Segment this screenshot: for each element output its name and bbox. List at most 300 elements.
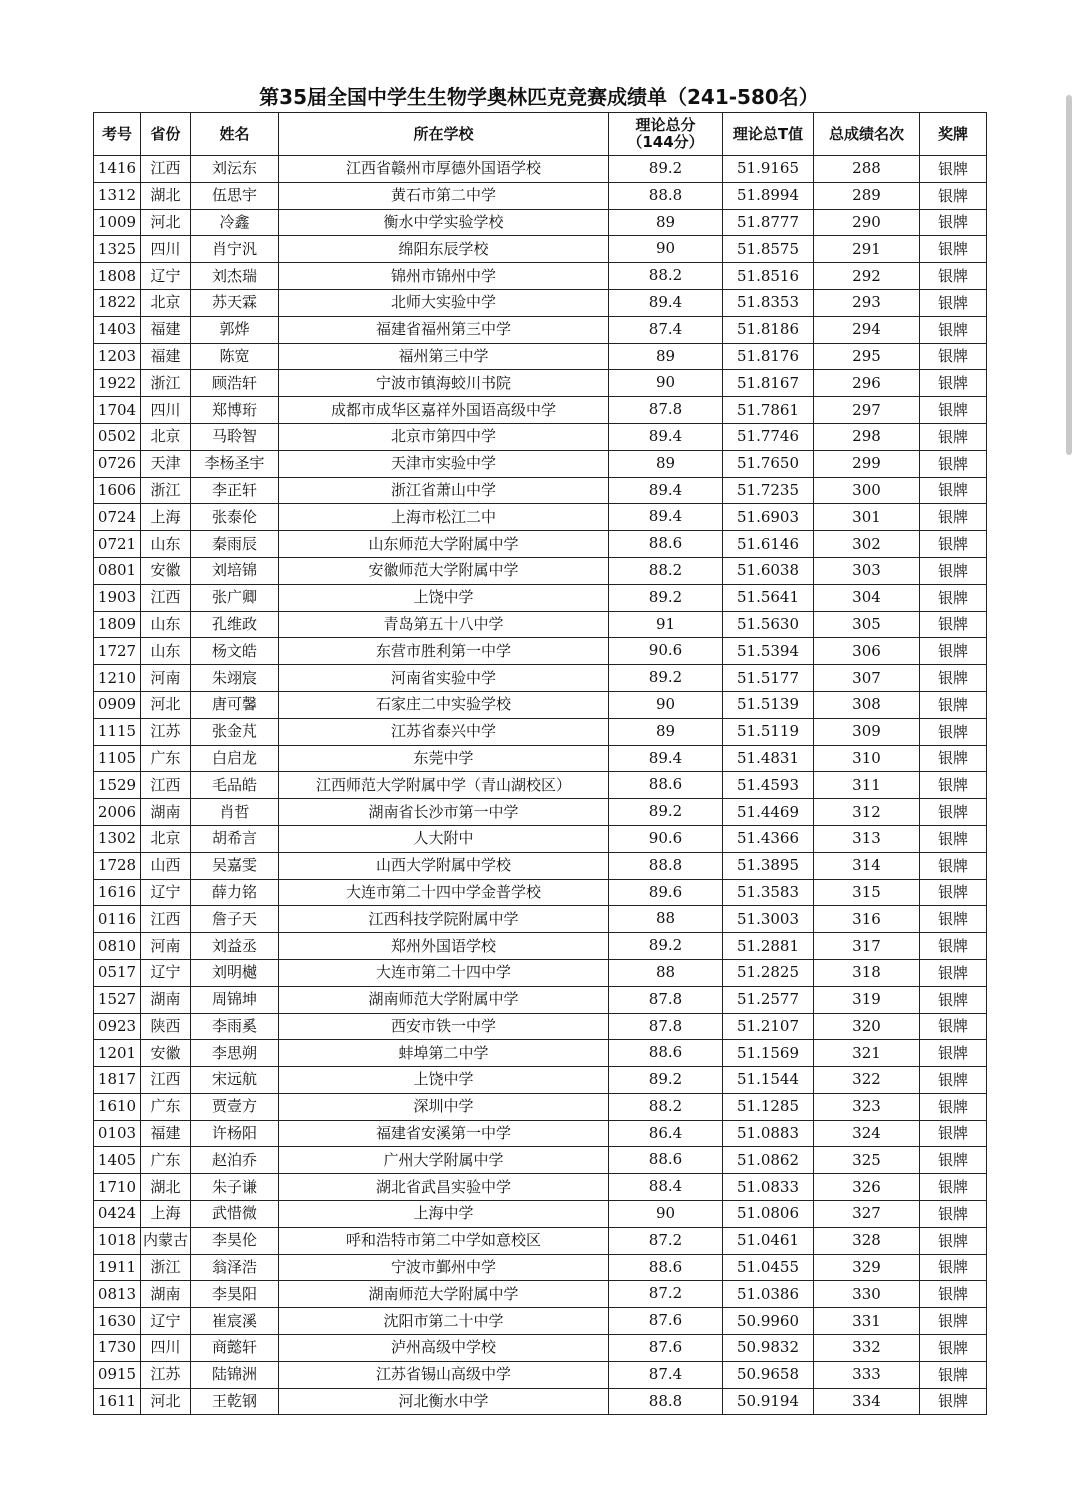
cell-medal: 银牌	[920, 718, 987, 745]
cell-tvalue: 51.7235	[723, 477, 814, 504]
cell-school: 安徽师范大学附属中学	[279, 557, 609, 584]
cell-school: 北京市第四中学	[279, 423, 609, 450]
cell-score: 87.6	[609, 1308, 723, 1335]
cell-school: 广州大学附属中学	[279, 1147, 609, 1174]
cell-school: 河北衡水中学	[279, 1388, 609, 1415]
cell-name: 朱子谦	[191, 1174, 279, 1201]
cell-school: 江西科技学院附属中学	[279, 906, 609, 933]
cell-rank: 291	[814, 236, 920, 263]
cell-id: 0909	[94, 691, 141, 718]
cell-tvalue: 51.5394	[723, 638, 814, 665]
cell-name: 肖宁汎	[191, 236, 279, 263]
cell-id: 0915	[94, 1361, 141, 1388]
cell-school: 上饶中学	[279, 584, 609, 611]
cell-tvalue: 50.9658	[723, 1361, 814, 1388]
cell-rank: 317	[814, 933, 920, 960]
cell-medal: 银牌	[920, 423, 987, 450]
table-row	[94, 1067, 987, 1094]
cell-province: 北京	[141, 289, 191, 316]
cell-medal: 银牌	[920, 691, 987, 718]
cell-score: 88	[609, 906, 723, 933]
cell-province: 北京	[141, 423, 191, 450]
cell-name: 李昊伦	[191, 1227, 279, 1254]
cell-tvalue: 51.5641	[723, 584, 814, 611]
cell-id: 1018	[94, 1227, 141, 1254]
cell-tvalue: 51.0461	[723, 1227, 814, 1254]
table-row	[94, 1335, 987, 1362]
cell-province: 山东	[141, 611, 191, 638]
cell-rank: 309	[814, 718, 920, 745]
table-row	[94, 1388, 987, 1415]
cell-rank: 320	[814, 1013, 920, 1040]
cell-medal: 银牌	[920, 1040, 987, 1067]
cell-tvalue: 51.0455	[723, 1254, 814, 1281]
header-tvalue: 理论总T值	[723, 113, 814, 156]
cell-score: 87.8	[609, 1013, 723, 1040]
cell-province: 河北	[141, 691, 191, 718]
cell-medal: 银牌	[920, 638, 987, 665]
table-row	[94, 745, 987, 772]
cell-name: 刘沄东	[191, 156, 279, 183]
cell-rank: 289	[814, 182, 920, 209]
cell-province: 广东	[141, 1147, 191, 1174]
cell-tvalue: 51.0883	[723, 1120, 814, 1147]
cell-province: 内蒙古	[141, 1227, 191, 1254]
table-row	[94, 397, 987, 424]
cell-score: 89	[609, 450, 723, 477]
cell-score: 87.2	[609, 1227, 723, 1254]
table-row	[94, 1361, 987, 1388]
cell-tvalue: 50.9832	[723, 1335, 814, 1362]
cell-name: 毛品皓	[191, 772, 279, 799]
table-row	[94, 289, 987, 316]
cell-rank: 316	[814, 906, 920, 933]
cell-medal: 银牌	[920, 1147, 987, 1174]
cell-name: 李杨圣宇	[191, 450, 279, 477]
cell-tvalue: 51.8575	[723, 236, 814, 263]
header-name: 姓名	[191, 113, 279, 156]
cell-name: 崔宸溪	[191, 1308, 279, 1335]
cell-tvalue: 51.7861	[723, 397, 814, 424]
cell-province: 陕西	[141, 1013, 191, 1040]
cell-id: 1405	[94, 1147, 141, 1174]
cell-tvalue: 51.6038	[723, 557, 814, 584]
cell-school: 石家庄二中实验学校	[279, 691, 609, 718]
cell-medal: 银牌	[920, 450, 987, 477]
cell-id: 1210	[94, 665, 141, 692]
cell-province: 浙江	[141, 370, 191, 397]
cell-medal: 银牌	[920, 343, 987, 370]
cell-id: 1610	[94, 1093, 141, 1120]
cell-score: 88.2	[609, 557, 723, 584]
cell-medal: 银牌	[920, 289, 987, 316]
cell-tvalue: 51.4366	[723, 825, 814, 852]
cell-name: 李思朔	[191, 1040, 279, 1067]
cell-id: 0923	[94, 1013, 141, 1040]
cell-tvalue: 51.3003	[723, 906, 814, 933]
cell-school: 青岛第五十八中学	[279, 611, 609, 638]
cell-score: 89.4	[609, 477, 723, 504]
cell-school: 呼和浩特市第二中学如意校区	[279, 1227, 609, 1254]
cell-id: 0721	[94, 531, 141, 558]
cell-school: 泸州高级中学校	[279, 1335, 609, 1362]
cell-medal: 银牌	[920, 156, 987, 183]
cell-school: 成都市成华区嘉祥外国语高级中学	[279, 397, 609, 424]
cell-rank: 308	[814, 691, 920, 718]
cell-medal: 银牌	[920, 906, 987, 933]
cell-name: 朱翊宸	[191, 665, 279, 692]
cell-medal: 银牌	[920, 1201, 987, 1228]
table-row	[94, 879, 987, 906]
cell-school: 浙江省萧山中学	[279, 477, 609, 504]
cell-score: 89	[609, 209, 723, 236]
cell-tvalue: 51.2577	[723, 986, 814, 1013]
cell-rank: 331	[814, 1308, 920, 1335]
cell-id: 0801	[94, 557, 141, 584]
cell-tvalue: 51.4469	[723, 799, 814, 826]
table-row	[94, 825, 987, 852]
cell-score: 90	[609, 370, 723, 397]
cell-id: 0813	[94, 1281, 141, 1308]
cell-medal: 银牌	[920, 236, 987, 263]
cell-province: 湖南	[141, 986, 191, 1013]
cell-name: 王乾钢	[191, 1388, 279, 1415]
cell-school: 福建省福州第三中学	[279, 316, 609, 343]
table-row	[94, 906, 987, 933]
cell-name: 白启龙	[191, 745, 279, 772]
cell-medal: 银牌	[920, 959, 987, 986]
cell-province: 江苏	[141, 1361, 191, 1388]
cell-rank: 327	[814, 1201, 920, 1228]
cell-medal: 银牌	[920, 1335, 987, 1362]
cell-score: 89	[609, 343, 723, 370]
table-body	[94, 156, 987, 1415]
cell-school: 江苏省锡山高级中学	[279, 1361, 609, 1388]
cell-tvalue: 51.0833	[723, 1174, 814, 1201]
cell-rank: 302	[814, 531, 920, 558]
cell-rank: 334	[814, 1388, 920, 1415]
cell-medal: 银牌	[920, 209, 987, 236]
cell-medal: 银牌	[920, 531, 987, 558]
cell-id: 1201	[94, 1040, 141, 1067]
cell-province: 山东	[141, 531, 191, 558]
cell-medal: 银牌	[920, 1281, 987, 1308]
cell-id: 1611	[94, 1388, 141, 1415]
cell-score: 89.4	[609, 745, 723, 772]
cell-tvalue: 51.8186	[723, 316, 814, 343]
cell-rank: 322	[814, 1067, 920, 1094]
cell-school: 江西师范大学附属中学（青山湖校区）	[279, 772, 609, 799]
cell-tvalue: 51.8777	[723, 209, 814, 236]
cell-school: 深圳中学	[279, 1093, 609, 1120]
table-row	[94, 557, 987, 584]
cell-name: 唐可馨	[191, 691, 279, 718]
cell-id: 1630	[94, 1308, 141, 1335]
cell-score: 87.8	[609, 397, 723, 424]
cell-province: 江西	[141, 156, 191, 183]
cell-score: 86.4	[609, 1120, 723, 1147]
cell-medal: 银牌	[920, 772, 987, 799]
cell-medal: 银牌	[920, 933, 987, 960]
cell-name: 陆锦洲	[191, 1361, 279, 1388]
cell-province: 上海	[141, 504, 191, 531]
cell-medal: 银牌	[920, 1227, 987, 1254]
table-row	[94, 236, 987, 263]
table-row	[94, 1308, 987, 1335]
cell-score: 90.6	[609, 638, 723, 665]
cell-school: 北师大实验中学	[279, 289, 609, 316]
table-row	[94, 504, 987, 531]
table-row	[94, 1174, 987, 1201]
cell-rank: 324	[814, 1120, 920, 1147]
cell-rank: 332	[814, 1335, 920, 1362]
cell-province: 河南	[141, 665, 191, 692]
cell-rank: 294	[814, 316, 920, 343]
cell-name: 刘益丞	[191, 933, 279, 960]
cell-province: 江西	[141, 584, 191, 611]
cell-rank: 293	[814, 289, 920, 316]
cell-score: 89.2	[609, 933, 723, 960]
cell-rank: 314	[814, 852, 920, 879]
table-row	[94, 1254, 987, 1281]
cell-rank: 301	[814, 504, 920, 531]
cell-score: 88.4	[609, 1174, 723, 1201]
cell-name: 郭烨	[191, 316, 279, 343]
table-row	[94, 1281, 987, 1308]
cell-school: 天津市实验中学	[279, 450, 609, 477]
cell-school: 西安市铁一中学	[279, 1013, 609, 1040]
cell-medal: 银牌	[920, 879, 987, 906]
cell-score: 89.4	[609, 504, 723, 531]
cell-id: 0517	[94, 959, 141, 986]
cell-province: 浙江	[141, 1254, 191, 1281]
header-rank: 总成绩名次	[814, 113, 920, 156]
cell-medal: 银牌	[920, 1067, 987, 1094]
cell-id: 1529	[94, 772, 141, 799]
cell-province: 福建	[141, 316, 191, 343]
cell-rank: 325	[814, 1147, 920, 1174]
cell-school: 东莞中学	[279, 745, 609, 772]
cell-name: 商懿轩	[191, 1335, 279, 1362]
table-row	[94, 638, 987, 665]
cell-medal: 银牌	[920, 1013, 987, 1040]
cell-province: 北京	[141, 825, 191, 852]
cell-id: 1115	[94, 718, 141, 745]
cell-rank: 328	[814, 1227, 920, 1254]
table-row	[94, 718, 987, 745]
table-row	[94, 1227, 987, 1254]
cell-id: 1312	[94, 182, 141, 209]
cell-name: 顾浩轩	[191, 370, 279, 397]
cell-province: 广东	[141, 745, 191, 772]
cell-score: 88.2	[609, 263, 723, 290]
cell-tvalue: 51.8994	[723, 182, 814, 209]
cell-province: 辽宁	[141, 879, 191, 906]
cell-id: 0502	[94, 423, 141, 450]
cell-rank: 306	[814, 638, 920, 665]
cell-score: 89.2	[609, 1067, 723, 1094]
table-row	[94, 799, 987, 826]
cell-tvalue: 51.0806	[723, 1201, 814, 1228]
cell-id: 1822	[94, 289, 141, 316]
cell-province: 上海	[141, 1201, 191, 1228]
cell-score: 90	[609, 691, 723, 718]
cell-tvalue: 51.3583	[723, 879, 814, 906]
cell-province: 安徽	[141, 1040, 191, 1067]
cell-medal: 银牌	[920, 825, 987, 852]
cell-province: 湖北	[141, 182, 191, 209]
cell-score: 88.6	[609, 1254, 723, 1281]
cell-province: 江西	[141, 1067, 191, 1094]
cell-school: 湖南师范大学附属中学	[279, 986, 609, 1013]
cell-id: 0116	[94, 906, 141, 933]
cell-school: 蚌埠第二中学	[279, 1040, 609, 1067]
cell-score: 89.2	[609, 665, 723, 692]
cell-tvalue: 51.4831	[723, 745, 814, 772]
table-row	[94, 423, 987, 450]
cell-province: 四川	[141, 236, 191, 263]
cell-rank: 298	[814, 423, 920, 450]
cell-school: 江西省赣州市厚德外国语学校	[279, 156, 609, 183]
cell-tvalue: 51.1285	[723, 1093, 814, 1120]
cell-score: 91	[609, 611, 723, 638]
cell-medal: 银牌	[920, 182, 987, 209]
cell-tvalue: 51.6146	[723, 531, 814, 558]
cell-tvalue: 51.4593	[723, 772, 814, 799]
cell-medal: 银牌	[920, 665, 987, 692]
cell-rank: 292	[814, 263, 920, 290]
cell-school: 江苏省泰兴中学	[279, 718, 609, 745]
table-row	[94, 1040, 987, 1067]
cell-medal: 银牌	[920, 852, 987, 879]
cell-school: 郑州外国语学校	[279, 933, 609, 960]
cell-score: 87.8	[609, 986, 723, 1013]
cell-tvalue: 51.5630	[723, 611, 814, 638]
cell-id: 1416	[94, 156, 141, 183]
cell-score: 89.2	[609, 156, 723, 183]
cell-school: 河南省实验中学	[279, 665, 609, 692]
cell-rank: 323	[814, 1093, 920, 1120]
cell-medal: 银牌	[920, 504, 987, 531]
cell-tvalue: 51.1569	[723, 1040, 814, 1067]
table-row	[94, 316, 987, 343]
cell-province: 辽宁	[141, 1308, 191, 1335]
cell-tvalue: 51.2825	[723, 959, 814, 986]
cell-score: 87.4	[609, 1361, 723, 1388]
cell-id: 1922	[94, 370, 141, 397]
cell-name: 詹子天	[191, 906, 279, 933]
cell-name: 刘明樾	[191, 959, 279, 986]
cell-medal: 银牌	[920, 986, 987, 1013]
scrollbar-thumb[interactable]	[1066, 95, 1072, 455]
cell-id: 1730	[94, 1335, 141, 1362]
cell-rank: 329	[814, 1254, 920, 1281]
cell-score: 88.6	[609, 531, 723, 558]
cell-id: 1911	[94, 1254, 141, 1281]
cell-school: 大连市第二十四中学金普学校	[279, 879, 609, 906]
cell-score: 87.2	[609, 1281, 723, 1308]
cell-score: 90	[609, 236, 723, 263]
cell-score: 89.4	[609, 289, 723, 316]
cell-name: 翁泽浩	[191, 1254, 279, 1281]
cell-name: 张广卿	[191, 584, 279, 611]
cell-school: 福州第三中学	[279, 343, 609, 370]
cell-name: 李雨奚	[191, 1013, 279, 1040]
cell-school: 绵阳东辰学校	[279, 236, 609, 263]
cell-province: 浙江	[141, 477, 191, 504]
table-row	[94, 477, 987, 504]
cell-id: 1808	[94, 263, 141, 290]
cell-medal: 银牌	[920, 397, 987, 424]
cell-tvalue: 50.9960	[723, 1308, 814, 1335]
cell-medal: 银牌	[920, 1120, 987, 1147]
cell-medal: 银牌	[920, 263, 987, 290]
cell-tvalue: 51.2881	[723, 933, 814, 960]
cell-rank: 288	[814, 156, 920, 183]
cell-rank: 312	[814, 799, 920, 826]
cell-rank: 315	[814, 879, 920, 906]
table-row	[94, 1147, 987, 1174]
table-row	[94, 959, 987, 986]
cell-province: 湖南	[141, 799, 191, 826]
cell-medal: 银牌	[920, 799, 987, 826]
cell-school: 衡水中学实验学校	[279, 209, 609, 236]
cell-score: 87.4	[609, 316, 723, 343]
cell-id: 0810	[94, 933, 141, 960]
cell-rank: 290	[814, 209, 920, 236]
cell-tvalue: 51.8167	[723, 370, 814, 397]
cell-province: 山西	[141, 852, 191, 879]
cell-name: 李昊阳	[191, 1281, 279, 1308]
cell-school: 上海中学	[279, 1201, 609, 1228]
cell-id: 1809	[94, 611, 141, 638]
cell-school: 大连市第二十四中学	[279, 959, 609, 986]
cell-province: 江西	[141, 772, 191, 799]
header-score	[609, 113, 723, 156]
cell-school: 湖南省长沙市第一中学	[279, 799, 609, 826]
cell-school: 锦州市锦州中学	[279, 263, 609, 290]
cell-id: 0724	[94, 504, 141, 531]
table-row	[94, 263, 987, 290]
cell-id: 0424	[94, 1201, 141, 1228]
cell-name: 陈宽	[191, 343, 279, 370]
cell-rank: 313	[814, 825, 920, 852]
cell-name: 冷鑫	[191, 209, 279, 236]
cell-tvalue: 51.0862	[723, 1147, 814, 1174]
cell-school: 人大附中	[279, 825, 609, 852]
cell-id: 1203	[94, 343, 141, 370]
cell-medal: 银牌	[920, 1388, 987, 1415]
cell-rank: 303	[814, 557, 920, 584]
table-row	[94, 665, 987, 692]
cell-school: 黄石市第二中学	[279, 182, 609, 209]
cell-rank: 300	[814, 477, 920, 504]
cell-tvalue: 51.7650	[723, 450, 814, 477]
cell-rank: 297	[814, 397, 920, 424]
cell-tvalue: 51.5139	[723, 691, 814, 718]
cell-tvalue: 51.0386	[723, 1281, 814, 1308]
cell-name: 赵泊乔	[191, 1147, 279, 1174]
cell-province: 湖北	[141, 1174, 191, 1201]
header-school: 所在学校	[279, 113, 609, 156]
cell-rank: 299	[814, 450, 920, 477]
cell-tvalue: 51.7746	[723, 423, 814, 450]
cell-score: 88.8	[609, 182, 723, 209]
cell-school: 宁波市鄞州中学	[279, 1254, 609, 1281]
cell-rank: 305	[814, 611, 920, 638]
table-row	[94, 611, 987, 638]
cell-rank: 333	[814, 1361, 920, 1388]
